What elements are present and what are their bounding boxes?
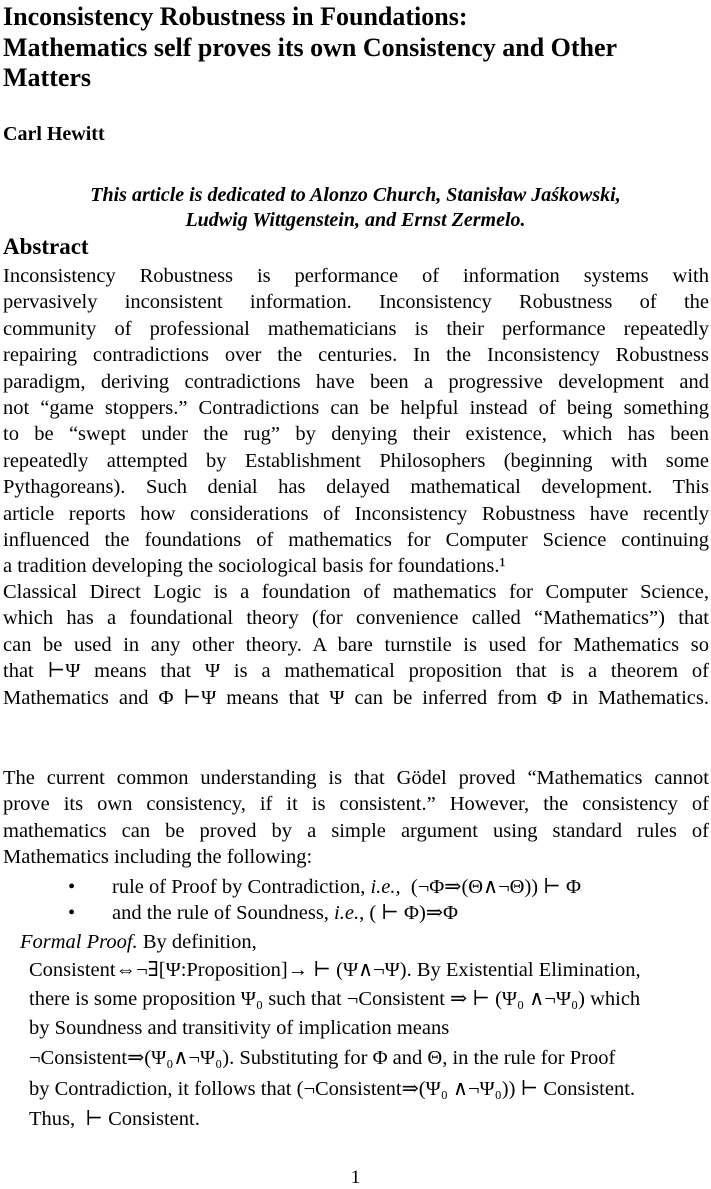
proof-heading xyxy=(20,929,700,955)
bullet-icon: • xyxy=(68,876,76,898)
document-title xyxy=(3,2,709,94)
text-line: Mathematics and Φ ⊢Ψ means that Ψ can be inferred from Φ in Mathematics. xyxy=(3,686,709,709)
text-line: that ⊢Ψ means that Ψ is a mathematical proposition that is a theorem of xyxy=(3,660,709,683)
text-line: influenced the foundations of mathematics for Computer Science continuing xyxy=(3,528,709,551)
bullet-item xyxy=(68,900,458,926)
dedication xyxy=(0,183,711,233)
text-line: paradigm, deriving contradictions have been a progressive development and xyxy=(3,370,709,393)
proof-line: Thus, ⊢ Consistent. xyxy=(29,1108,200,1130)
proof-line: Consistent⇔¬∃[Ψ:Proposition]→ ⊢ (Ψ∧¬Ψ). By Existential Elimination, xyxy=(29,959,641,981)
page-number: 1 xyxy=(350,1167,361,1188)
author: Carl Hewitt xyxy=(3,123,105,145)
dedication-line: Ludwig Wittgenstein, and Ernst Zermelo. xyxy=(185,209,526,231)
abstract-heading: Abstract xyxy=(3,234,89,259)
text-line: mathematics can be proved by a simple argument using standard rules of xyxy=(3,819,709,842)
text-line: a tradition developing the sociological basis for foundations.¹ xyxy=(3,555,506,578)
proof-line: by Soundness and transitivity of implication means xyxy=(29,1017,450,1039)
text-line: which has a foundational theory (for convenience called “Mathematics”) that xyxy=(3,607,709,630)
bullet-item xyxy=(68,874,581,900)
abstract-paragraph-2 xyxy=(3,579,709,711)
text-line: Inconsistency Robustness is performance of information systems with xyxy=(3,265,709,287)
proof-label: Formal Proof. xyxy=(20,931,138,953)
text-line: prove its own consistency, if it is consistent.” However, the consistency of xyxy=(3,793,709,816)
text-line: The current common understanding is that Gödel proved “Mathematics cannot xyxy=(3,767,709,789)
text-line: repairing contradictions over the centuries. In the Inconsistency Robustness xyxy=(3,344,709,367)
proof-intro: By definition, xyxy=(137,931,257,953)
text-line: repeatedly attempted by Establishment Philosophers (beginning with some xyxy=(3,449,709,472)
text-line: Classical Direct Logic is a foundation of mathematics for Computer Science, xyxy=(3,581,709,603)
bullet-text: rule of Proof by Contradiction, xyxy=(112,876,371,898)
proof-line: ¬Consistent⇒(Ψ₀∧¬Ψ₀). Substituting for Φ and Θ, in the rule for Proof xyxy=(29,1047,616,1069)
formal-proof xyxy=(29,956,707,1134)
title-line: Matters xyxy=(3,63,92,92)
text-line: Mathematics including the following: xyxy=(3,846,313,869)
abstract-paragraph-1 xyxy=(3,263,709,580)
text-line: Pythagoreans). Such denial has delayed mathematical development. This xyxy=(3,476,709,499)
title-line: Mathematics self proves its own Consistency and Other xyxy=(3,32,618,62)
bullet-ie: i.e., xyxy=(370,876,401,898)
text-line: pervasively inconsistent information. Inconsistency Robustness of the xyxy=(3,291,709,314)
proof-line: there is some proposition Ψ₀ such that ¬Consistent ⇒ ⊢ (Ψ₀ ∧¬Ψ₀) which xyxy=(29,988,641,1010)
bullet-ie: i.e. xyxy=(334,902,360,924)
text-line: can be used in any other theory. A bare turnstile is used for Mathematics so xyxy=(3,633,709,656)
bullet-formula: (¬Φ⇒(Θ∧¬Θ)) ⊢ Φ xyxy=(400,876,581,898)
dedication-line: This article is dedicated to Alonzo Church, Stanisław Jaśkowski, xyxy=(90,184,621,206)
proof-line: by Contradiction, it follows that (¬Consistent⇒(Ψ₀ ∧¬Ψ₀)) ⊢ Consistent. xyxy=(29,1078,636,1100)
abstract-paragraph-3 xyxy=(3,765,709,871)
bullet-formula: , ( ⊢ Φ)⇒Φ xyxy=(359,902,459,924)
bullet-icon: • xyxy=(68,902,76,924)
text-line: article reports how considerations of Inconsistency Robustness have recently xyxy=(3,502,709,525)
text-line: community of professional mathematicians is their performance repeatedly xyxy=(3,317,709,340)
text-line: not “game stoppers.” Contradictions can be helpful instead of being something xyxy=(3,396,709,419)
text-line: to be “swept under the rug” by denying their existence, which has been xyxy=(3,423,709,446)
title-line: Inconsistency Robustness in Foundations: xyxy=(3,2,468,31)
bullet-text: and the rule of Soundness, xyxy=(112,902,335,924)
